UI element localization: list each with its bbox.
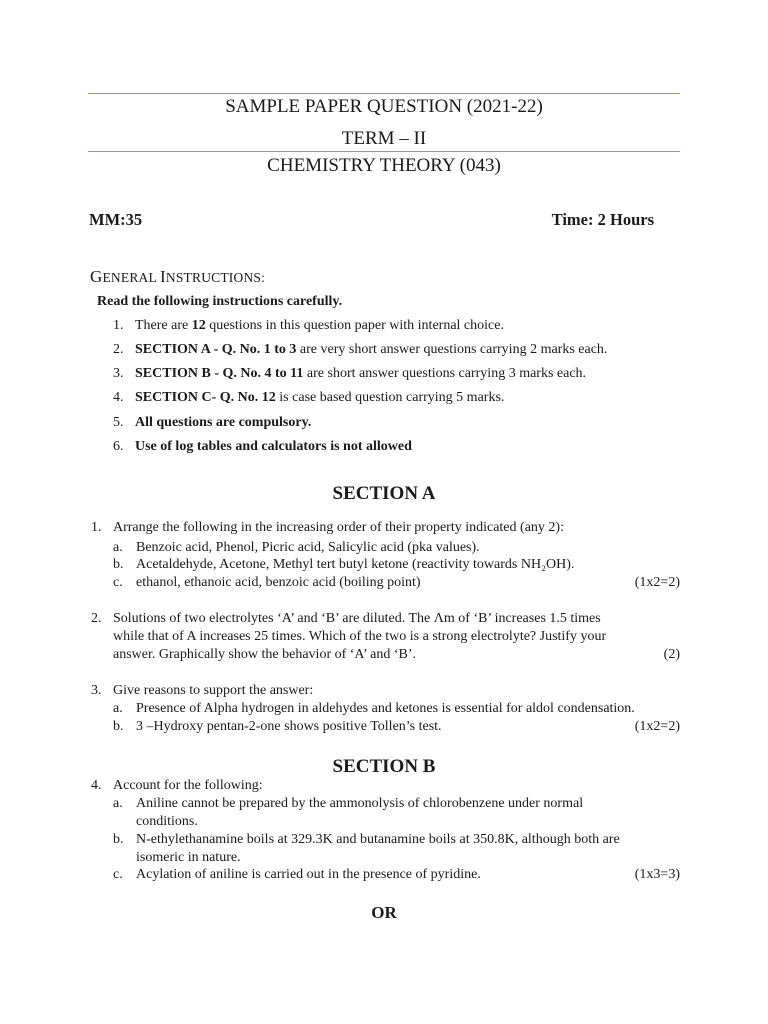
gi-heading-nstructions: NSTRUCTIONS: <box>165 270 266 285</box>
instruction-bold: All questions are compulsory. <box>135 415 312 430</box>
instruction-number: 5. <box>113 415 124 430</box>
marks-label: (1x3=3) <box>634 867 680 882</box>
section-a-heading: SECTION A <box>332 483 436 504</box>
marks-label: (2) <box>663 647 680 662</box>
option-label: c. <box>113 575 123 590</box>
header-bottom-rule <box>88 151 680 152</box>
instruction-item <box>113 439 412 455</box>
general-instructions-heading <box>90 267 265 287</box>
time-allowed: Time: 2 Hours <box>551 210 654 229</box>
gi-heading-i: I <box>160 267 166 286</box>
instruction-number: 4. <box>113 390 124 405</box>
section-b-heading: SECTION B <box>332 756 436 777</box>
option-label: b. <box>113 832 124 847</box>
instruction-bold: SECTION B - Q. No. 4 to 11 <box>135 366 304 381</box>
option-text: N-ethylethanamine boils at 329.3K and butanamine boils at 350.8K, although both are <box>136 832 620 847</box>
option-text: ethanol, ethanoic acid, benzoic acid (boiling point) <box>136 575 421 590</box>
question-number: 3. <box>91 683 102 698</box>
question-text: while that of A increases 25 times. Which of the two is a strong electrolyte? Justify your <box>113 629 607 644</box>
instruction-number: 1. <box>113 318 124 333</box>
option-text: Benzoic acid, Phenol, Picric acid, Salicylic acid (pka values). <box>136 540 480 555</box>
question-text: Give reasons to support the answer: <box>113 683 314 698</box>
instruction-number: 6. <box>113 439 124 454</box>
marks-label: (1x2=2) <box>634 575 680 590</box>
instruction-text: is case based question carrying 5 marks. <box>275 390 505 405</box>
term-title: TERM – II <box>341 128 427 149</box>
question-text: Arrange the following in the increasing order of their property indicated (any 2): <box>113 520 564 535</box>
option-label: a. <box>113 796 123 811</box>
option-label: a. <box>113 540 123 555</box>
option-label: b. <box>113 719 124 734</box>
instruction-text: are short answer questions carrying 3 marks each. <box>303 366 587 381</box>
marks-label: (1x2=2) <box>634 719 680 734</box>
instruction-text: questions in this question paper with internal choice. <box>205 318 504 333</box>
option-label: c. <box>113 867 123 882</box>
instruction-number: 3. <box>113 366 124 381</box>
instruction-bold: SECTION C- Q. No. 12 <box>135 390 276 405</box>
question-number: 2. <box>91 611 102 626</box>
max-marks: MM:35 <box>89 210 143 229</box>
instruction-bold: Use of log tables and calculators is not allowed <box>135 439 412 454</box>
option-text: 3 –Hydroxy pentan-2-one shows positive Tollen’s test. <box>136 719 442 734</box>
header-top-rule <box>88 93 680 94</box>
option-label: b. <box>113 557 124 572</box>
instruction-item <box>113 342 607 358</box>
question-text: answer. Graphically show the behavior of ‘A’ and ‘B’. <box>113 647 416 662</box>
option-text: Acetaldehyde, Acetone, Methyl tert butyl ketone (reactivity towards NH₂OH). <box>136 557 575 572</box>
instruction-item <box>113 366 586 382</box>
instruction-bold: SECTION A - Q. No. 1 to 3 <box>135 342 297 357</box>
instruction-text: There are <box>135 318 192 333</box>
instruction-bold: 12 <box>191 318 206 333</box>
or-separator: OR <box>371 903 397 922</box>
instruction-text: are very short answer questions carrying 2 marks each. <box>296 342 608 357</box>
question-text: Account for the following: <box>113 778 263 793</box>
instruction-item <box>113 390 504 406</box>
gi-heading-eneral: ENERAL <box>102 270 161 285</box>
instruction-item <box>113 415 311 431</box>
option-text: isomeric in nature. <box>136 850 241 865</box>
question-number: 1. <box>91 520 102 535</box>
question-text: Solutions of two electrolytes ‘A’ and ‘B’ are diluted. The Λm of ‘B’ increases 1.5 times <box>113 611 601 626</box>
subject-title: CHEMISTRY THEORY (043) <box>267 155 501 176</box>
read-instructions-line: Read the following instructions carefully. <box>97 294 343 309</box>
option-text: Aniline cannot be prepared by the ammonolysis of chlorobenzene under normal <box>136 796 584 811</box>
question-number: 4. <box>91 778 102 793</box>
instruction-item <box>113 318 504 334</box>
option-text: Acylation of aniline is carried out in the presence of pyridine. <box>136 867 481 882</box>
paper-title: SAMPLE PAPER QUESTION (2021-22) <box>225 96 543 117</box>
option-label: a. <box>113 701 123 716</box>
option-text: Presence of Alpha hydrogen in aldehydes and ketones is essential for aldol condensation. <box>136 701 635 716</box>
option-text: conditions. <box>136 814 198 829</box>
instruction-number: 2. <box>113 342 124 357</box>
gi-heading-g: G <box>90 267 103 286</box>
